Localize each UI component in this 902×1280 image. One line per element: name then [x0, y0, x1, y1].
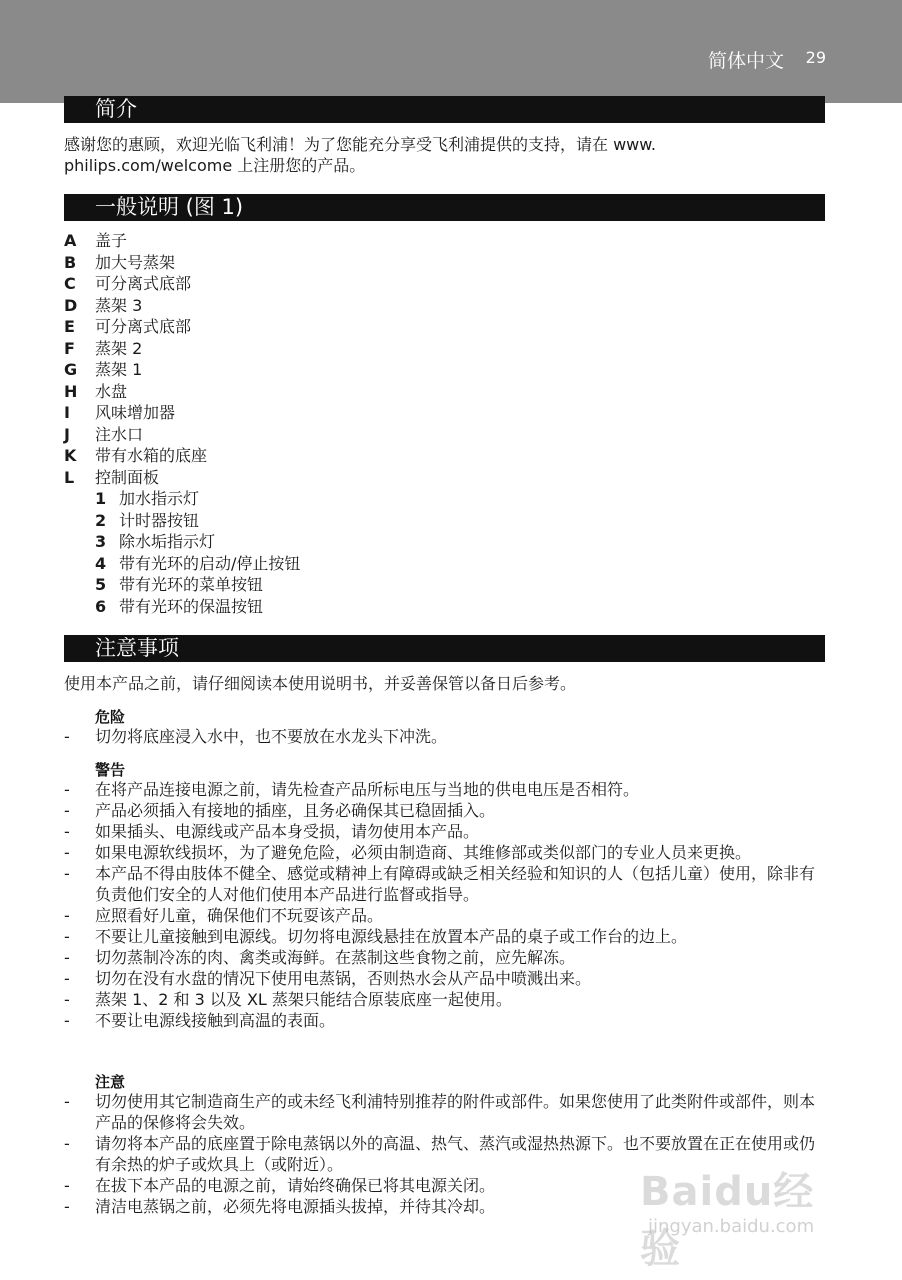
- part-label: 可分离式底部: [95, 317, 192, 336]
- header-language: 简体中文: [707, 50, 784, 72]
- part-letter: H: [64, 381, 78, 401]
- panel-item: [64, 510, 664, 532]
- list-item-text: 在拔下本产品的电源之前，请始终确保已将其电源关闭。: [95, 1176, 496, 1195]
- notes-intro: 使用本产品之前，请仔细阅读本使用说明书，并妥善保管以备日后参考。: [64, 674, 577, 693]
- list-item: [64, 338, 664, 360]
- bullet-dash: -: [64, 948, 70, 967]
- list-item: [64, 402, 664, 424]
- list-item-text: 切勿将底座浸入水中，也不要放在水龙头下冲洗。: [95, 727, 448, 746]
- page-header-band: [0, 0, 902, 103]
- bullet-dash: -: [64, 822, 70, 841]
- list-item-text: 不要让儿童接触到电源线。切勿将电源线悬挂在放置本产品的桌子或工作台的边上。: [95, 927, 688, 946]
- list-item-text: 应照看好儿童，确保他们不玩耍该产品。: [95, 906, 384, 925]
- part-label: 风味增加器: [95, 403, 176, 422]
- bullet-dash: -: [64, 1176, 70, 1195]
- panel-label: 带有光环的保温按钮: [119, 596, 264, 616]
- list-item-text: 切勿在没有水盘的情况下使用电蒸锅，否则热水会从产品中喷溅出来。: [95, 969, 592, 988]
- section-title-notes: 注意事项: [64, 635, 825, 662]
- list-item-text: 如果插头、电源线或产品本身受损，请勿使用本产品。: [95, 822, 480, 841]
- part-letter: I: [64, 403, 70, 422]
- panel-number: 6: [95, 596, 107, 616]
- watermark-url: jingyan.baidu.com: [648, 1216, 815, 1237]
- page-number: 29: [805, 48, 826, 67]
- part-letter: B: [64, 252, 77, 272]
- parts-list: [64, 230, 664, 617]
- bullet-dash: -: [64, 927, 70, 946]
- part-letter: E: [64, 317, 75, 336]
- bullet-dash: -: [64, 801, 70, 820]
- watermark-logo: Baidu经验: [640, 1169, 815, 1272]
- part-letter: L: [64, 467, 75, 487]
- list-item: [64, 381, 664, 403]
- list-item: [64, 821, 824, 842]
- list-item-text: 在将产品连接电源之前，请先检查产品所标电压与当地的供电电压是否相符。: [95, 780, 640, 799]
- part-letter: F: [64, 338, 75, 358]
- bullet-dash: -: [64, 864, 70, 883]
- part-label: 可分离式底部: [95, 274, 192, 293]
- part-label: 水盘: [95, 381, 128, 401]
- panel-item: [64, 553, 664, 575]
- part-letter: D: [64, 295, 78, 315]
- list-item: [64, 779, 824, 800]
- panel-label: 带有光环的启动/停止按钮: [119, 553, 301, 573]
- panel-label: 带有光环的菜单按钮: [119, 575, 264, 594]
- part-label: 蒸架 2: [95, 338, 143, 358]
- list-item: [64, 800, 824, 821]
- bullet-dash: -: [64, 1197, 70, 1216]
- part-label: 盖子: [95, 231, 128, 250]
- panel-number: 4: [95, 553, 107, 573]
- part-label: 带有水箱的底座: [95, 446, 208, 465]
- panel-number: 2: [95, 510, 107, 530]
- danger-heading: 危险: [95, 708, 126, 726]
- list-item-text: 请勿将本产品的底座置于除电蒸锅以外的高温、热气、蒸汽或湿热热源下。也不要放置在正在使用或仍有余热的炉子或炊具上（或附近）。: [95, 1134, 816, 1174]
- part-label: 控制面板: [95, 467, 160, 487]
- list-item-text: 产品必须插入有接地的插座，且务必确保其已稳固插入。: [95, 801, 496, 820]
- list-item-text: 切勿蒸制冷冻的肉、禽类或海鲜。在蒸制这些食物之前，应先解冻。: [95, 948, 576, 967]
- list-item-text: 本产品不得由肢体不健全、感觉或精神上有障碍或缺乏相关经验和知识的人（包括儿童）使用，除非有负责他们安全的人对他们使用本产品进行监督或指导。: [95, 864, 816, 904]
- list-item: [64, 989, 824, 1010]
- list-item: [64, 295, 664, 317]
- intro-line: 感谢您的惠顾，欢迎光临飞利浦！为了您能充分享受飞利浦提供的支持，请在 www.: [64, 135, 656, 154]
- bullet-dash: -: [64, 990, 70, 1009]
- list-item: [64, 947, 824, 968]
- bullet-dash: -: [64, 969, 70, 988]
- baidu-watermark: [640, 1148, 850, 1272]
- list-item: [64, 968, 824, 989]
- part-letter: K: [64, 446, 77, 465]
- list-item: [64, 445, 664, 467]
- panel-item: [64, 488, 664, 510]
- section-title-intro: 简介: [64, 96, 825, 123]
- list-item-text: 如果电源软线损坏，为了避免危险，必须由制造商、其维修部或类似部门的专业人员来更换。: [95, 843, 752, 862]
- list-item: [64, 842, 824, 863]
- panel-item: [64, 596, 664, 618]
- panel-number: 1: [95, 489, 107, 508]
- bullet-dash: -: [64, 906, 70, 925]
- list-item: [64, 926, 824, 947]
- bullet-dash: -: [64, 1134, 70, 1153]
- bullet-dash: -: [64, 727, 70, 746]
- list-item-text: 不要让电源线接触到高温的表面。: [95, 1011, 336, 1030]
- list-item: [64, 273, 664, 295]
- list-item: [64, 1091, 824, 1133]
- part-letter: A: [64, 231, 77, 250]
- bullet-dash: -: [64, 1011, 70, 1030]
- panel-number: 3: [95, 532, 107, 551]
- part-letter: C: [64, 274, 76, 293]
- intro-paragraph: [64, 134, 824, 176]
- list-item: [64, 726, 824, 747]
- panel-item: [64, 531, 664, 553]
- danger-list: [64, 726, 824, 747]
- panel-item: [64, 574, 664, 596]
- bullet-dash: -: [64, 780, 70, 799]
- list-item: [64, 359, 664, 381]
- part-label: 蒸架 1: [95, 360, 143, 379]
- part-label: 加大号蒸架: [95, 252, 176, 272]
- part-label: 注水口: [95, 424, 144, 444]
- panel-label: 加水指示灯: [119, 489, 200, 508]
- list-item-text: 切勿使用其它制造商生产的或未经飞利浦特别推荐的附件或部件。如果您使用了此类附件或部件，则本产品的保修将会失效。: [95, 1092, 816, 1132]
- bullet-dash: -: [64, 1092, 70, 1111]
- part-letter: J: [64, 424, 70, 444]
- caution-heading: 注意: [95, 1073, 126, 1091]
- list-item-text: 清洁电蒸锅之前，必须先将电源插头拔掉，并待其冷却。: [95, 1197, 496, 1216]
- intro-line: philips.com/welcome 上注册您的产品。: [64, 156, 366, 175]
- part-label: 蒸架 3: [95, 295, 143, 315]
- list-item: [64, 863, 824, 905]
- panel-label: 计时器按钮: [119, 510, 200, 530]
- list-item: [64, 1010, 824, 1031]
- warning-list: [64, 779, 824, 1031]
- bullet-dash: -: [64, 843, 70, 862]
- panel-number: 5: [95, 575, 107, 594]
- section-title-general: 一般说明 (图 1): [64, 194, 825, 221]
- list-item-text: 蒸架 1、2 和 3 以及 XL 蒸架只能结合原装底座一起使用。: [95, 990, 512, 1009]
- list-item: [64, 905, 824, 926]
- list-item: [64, 230, 664, 252]
- list-item: [64, 424, 664, 446]
- list-item: [64, 252, 664, 274]
- warning-heading: 警告: [95, 761, 126, 779]
- part-letter: G: [64, 360, 78, 379]
- panel-label: 除水垢指示灯: [119, 532, 216, 551]
- list-item: [64, 467, 664, 489]
- list-item: [64, 316, 664, 338]
